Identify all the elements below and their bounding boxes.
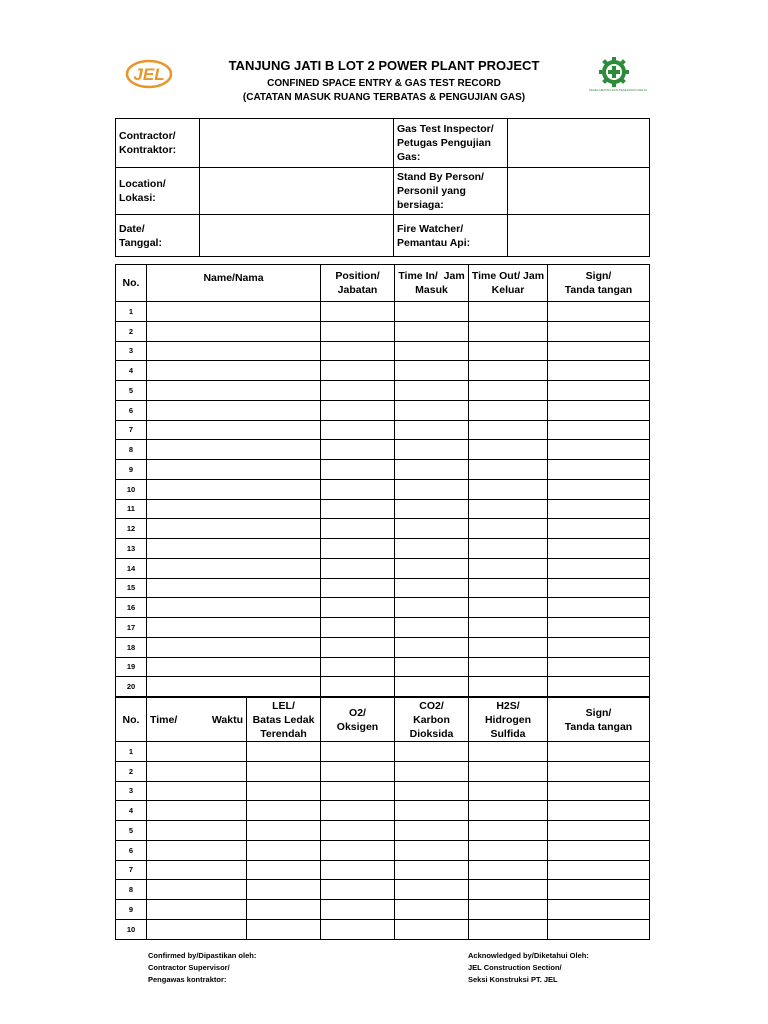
worker-row-number: 18 — [116, 637, 147, 657]
gas-sign-cell[interactable] — [548, 742, 650, 762]
worker-time-out-cell[interactable] — [469, 677, 548, 697]
worker-time-out-cell[interactable] — [469, 460, 548, 480]
worker-time-out-cell[interactable] — [469, 479, 548, 499]
gas-time-cell[interactable] — [147, 840, 247, 860]
gas-row — [116, 900, 650, 920]
worker-row-number: 4 — [116, 361, 147, 381]
worker-name-cell[interactable] — [147, 420, 321, 440]
gas-time-cell[interactable] — [147, 801, 247, 821]
worker-position-cell[interactable] — [321, 677, 395, 697]
gas-sign-cell[interactable] — [548, 919, 650, 939]
gas-o2-cell[interactable] — [321, 840, 395, 860]
worker-sign-cell[interactable] — [548, 637, 650, 657]
worker-sign-cell[interactable] — [548, 420, 650, 440]
worker-name-cell[interactable] — [147, 321, 321, 341]
worker-row — [116, 440, 650, 460]
gas-lel-cell[interactable] — [247, 919, 321, 939]
gas-h2s-cell[interactable] — [469, 781, 548, 801]
worker-time-out-cell[interactable] — [469, 657, 548, 677]
worker-position-cell[interactable] — [321, 539, 395, 559]
worker-time-in-cell[interactable] — [395, 321, 469, 341]
gas-row — [116, 880, 650, 900]
col-header-position: Position/ Jabatan — [321, 265, 395, 302]
gas-sign-cell[interactable] — [548, 840, 650, 860]
worker-sign-cell[interactable] — [548, 321, 650, 341]
gas-co2-cell[interactable] — [395, 821, 469, 841]
worker-row-number: 20 — [116, 677, 147, 697]
gas-lel-cell[interactable] — [247, 801, 321, 821]
gas-row — [116, 821, 650, 841]
worker-row-number: 10 — [116, 479, 147, 499]
worker-row — [116, 539, 650, 559]
gas-row — [116, 761, 650, 781]
worker-time-in-cell[interactable] — [395, 460, 469, 480]
worker-time-in-cell[interactable] — [395, 618, 469, 638]
worker-row-number: 17 — [116, 618, 147, 638]
worker-time-out-cell[interactable] — [469, 499, 548, 519]
gas-inspector-field[interactable] — [508, 119, 650, 168]
worker-row — [116, 657, 650, 677]
standby-label: Stand By Person/ Personil yang bersiaga: — [394, 168, 508, 215]
worker-time-out-cell[interactable] — [469, 341, 548, 361]
worker-position-cell[interactable] — [321, 479, 395, 499]
worker-row-number: 15 — [116, 578, 147, 598]
worker-position-cell[interactable] — [321, 578, 395, 598]
gas-time-cell[interactable] — [147, 821, 247, 841]
worker-position-cell[interactable] — [321, 637, 395, 657]
worker-sign-cell[interactable] — [548, 578, 650, 598]
worker-time-in-cell[interactable] — [395, 302, 469, 322]
worker-position-cell[interactable] — [321, 381, 395, 401]
worker-row-number: 3 — [116, 341, 147, 361]
gas-sign-cell[interactable] — [548, 880, 650, 900]
worker-sign-cell[interactable] — [548, 460, 650, 480]
jel-logo — [124, 56, 174, 92]
worker-row — [116, 519, 650, 539]
col-header-time-in: Time In/ Jam Masuk — [395, 265, 469, 302]
col-header-no: No. — [116, 265, 147, 302]
worker-sign-cell[interactable] — [548, 558, 650, 578]
gas-o2-cell[interactable] — [321, 781, 395, 801]
worker-time-in-cell[interactable] — [395, 479, 469, 499]
worker-name-cell[interactable] — [147, 302, 321, 322]
date-field[interactable] — [200, 215, 394, 257]
gas-co2-cell[interactable] — [395, 860, 469, 880]
gas-lel-cell[interactable] — [247, 880, 321, 900]
worker-name-cell[interactable] — [147, 440, 321, 460]
worker-row — [116, 618, 650, 638]
gas-time-cell[interactable] — [147, 860, 247, 880]
worker-time-in-cell[interactable] — [395, 637, 469, 657]
subtitle-line-1: CONFINED SPACE ENTRY & GAS TEST RECORD — [267, 78, 501, 89]
worker-row-number: 2 — [116, 321, 147, 341]
worker-name-cell[interactable] — [147, 519, 321, 539]
gas-h2s-cell[interactable] — [469, 801, 548, 821]
worker-sign-cell[interactable] — [548, 440, 650, 460]
worker-row — [116, 499, 650, 519]
worker-sign-cell[interactable] — [548, 618, 650, 638]
gas-o2-cell[interactable] — [321, 761, 395, 781]
gas-lel-cell[interactable] — [247, 742, 321, 762]
worker-row — [116, 361, 650, 381]
worker-position-cell[interactable] — [321, 341, 395, 361]
gas-row — [116, 801, 650, 821]
worker-row-number: 16 — [116, 598, 147, 618]
gas-o2-cell[interactable] — [321, 919, 395, 939]
gas-time-cell[interactable] — [147, 742, 247, 762]
jel-logo-text: JEL — [133, 65, 165, 84]
worker-name-cell[interactable] — [147, 637, 321, 657]
worker-row — [116, 302, 650, 322]
document-title: TANJUNG JATI B LOT 2 POWER PLANT PROJECT — [228, 58, 540, 73]
gas-col-header-co2: CO2/ Karbon Dioksida — [395, 698, 469, 742]
worker-name-cell[interactable] — [147, 499, 321, 519]
worker-time-in-cell[interactable] — [395, 519, 469, 539]
worker-sign-cell[interactable] — [548, 657, 650, 677]
worker-row — [116, 321, 650, 341]
standby-field[interactable] — [508, 168, 650, 215]
gas-h2s-cell[interactable] — [469, 860, 548, 880]
worker-row — [116, 637, 650, 657]
worker-sign-cell[interactable] — [548, 598, 650, 618]
gas-h2s-cell[interactable] — [469, 840, 548, 860]
gas-col-header-no: No. — [116, 698, 147, 742]
gas-row — [116, 919, 650, 939]
worker-row-number: 11 — [116, 499, 147, 519]
worker-position-cell[interactable] — [321, 361, 395, 381]
worker-position-cell[interactable] — [321, 440, 395, 460]
gas-sign-cell[interactable] — [548, 860, 650, 880]
gas-sign-cell[interactable] — [548, 821, 650, 841]
gas-h2s-cell[interactable] — [469, 880, 548, 900]
gas-row-number: 1 — [116, 742, 147, 762]
worker-time-out-cell[interactable] — [469, 440, 548, 460]
gas-col-header-time: Time/ Waktu — [147, 698, 247, 742]
worker-time-in-cell[interactable] — [395, 657, 469, 677]
gas-row-number: 4 — [116, 801, 147, 821]
gas-time-cell[interactable] — [147, 880, 247, 900]
worker-row — [116, 578, 650, 598]
worker-row-number: 1 — [116, 302, 147, 322]
worker-position-cell[interactable] — [321, 302, 395, 322]
info-table — [115, 118, 650, 257]
worker-sign-cell[interactable] — [548, 479, 650, 499]
k3-logo-caption: KESELAMATAN DAN KESEHATAN KERJA — [589, 88, 647, 92]
gas-row-number: 2 — [116, 761, 147, 781]
gas-co2-cell[interactable] — [395, 900, 469, 920]
worker-sign-cell[interactable] — [548, 677, 650, 697]
worker-row-number: 14 — [116, 558, 147, 578]
worker-position-cell[interactable] — [321, 460, 395, 480]
worker-name-cell[interactable] — [147, 400, 321, 420]
worker-sign-cell[interactable] — [548, 539, 650, 559]
gas-o2-cell[interactable] — [321, 821, 395, 841]
contractor-field[interactable] — [200, 119, 394, 168]
gas-time-cell[interactable] — [147, 900, 247, 920]
worker-time-out-cell[interactable] — [469, 558, 548, 578]
worker-sign-cell[interactable] — [548, 341, 650, 361]
gas-sign-cell[interactable] — [548, 761, 650, 781]
worker-row-number: 13 — [116, 539, 147, 559]
gas-row-number: 10 — [116, 919, 147, 939]
worker-position-cell[interactable] — [321, 519, 395, 539]
worker-time-out-cell[interactable] — [469, 400, 548, 420]
worker-time-out-cell[interactable] — [469, 598, 548, 618]
gas-inspector-label: Gas Test Inspector/ Petugas Pengujian Gas: — [394, 119, 508, 168]
worker-name-cell[interactable] — [147, 460, 321, 480]
gas-co2-cell[interactable] — [395, 840, 469, 860]
worker-time-out-cell[interactable] — [469, 302, 548, 322]
gas-o2-cell[interactable] — [321, 742, 395, 762]
worker-time-out-cell[interactable] — [469, 637, 548, 657]
worker-time-in-cell[interactable] — [395, 558, 469, 578]
gas-test-table — [115, 697, 650, 940]
worker-row — [116, 479, 650, 499]
gas-row — [116, 840, 650, 860]
gas-lel-cell[interactable] — [247, 761, 321, 781]
document-subtitle — [184, 77, 584, 105]
worker-row — [116, 558, 650, 578]
gas-h2s-cell[interactable] — [469, 919, 548, 939]
gas-row-number: 8 — [116, 880, 147, 900]
worker-time-in-cell[interactable] — [395, 499, 469, 519]
gas-col-header-o2: O2/ Oksigen — [321, 698, 395, 742]
worker-name-cell[interactable] — [147, 598, 321, 618]
worker-name-cell[interactable] — [147, 618, 321, 638]
worker-time-in-cell[interactable] — [395, 578, 469, 598]
worker-position-cell[interactable] — [321, 558, 395, 578]
worker-name-cell[interactable] — [147, 381, 321, 401]
gas-h2s-cell[interactable] — [469, 761, 548, 781]
worker-row — [116, 341, 650, 361]
gas-lel-cell[interactable] — [247, 860, 321, 880]
worker-time-in-cell[interactable] — [395, 381, 469, 401]
worker-position-cell[interactable] — [321, 657, 395, 677]
worker-time-in-cell[interactable] — [395, 598, 469, 618]
worker-sign-cell[interactable] — [548, 361, 650, 381]
col-header-time-out: Time Out/ Jam Keluar — [469, 265, 548, 302]
gas-row-number: 5 — [116, 821, 147, 841]
worker-time-out-cell[interactable] — [469, 618, 548, 638]
gas-co2-cell[interactable] — [395, 919, 469, 939]
gas-lel-cell[interactable] — [247, 821, 321, 841]
subtitle-line-2: (CATATAN MASUK RUANG TERBATAS & PENGUJIAN GAS) — [242, 92, 526, 103]
gas-sign-cell[interactable] — [548, 781, 650, 801]
gas-row — [116, 781, 650, 801]
col-header-name: Name/Nama — [147, 265, 321, 302]
gas-row — [116, 742, 650, 762]
gas-col-header-sign: Sign/ Tanda tangan — [548, 698, 650, 742]
location-field[interactable] — [200, 168, 394, 215]
gas-lel-cell[interactable] — [247, 900, 321, 920]
gas-h2s-cell[interactable] — [469, 742, 548, 762]
gas-h2s-cell[interactable] — [469, 900, 548, 920]
worker-time-out-cell[interactable] — [469, 420, 548, 440]
gas-co2-cell[interactable] — [395, 781, 469, 801]
gas-col-header-lel: LEL/ Batas Ledak Terendah — [247, 698, 321, 742]
gas-time-cell[interactable] — [147, 919, 247, 939]
worker-time-out-cell[interactable] — [469, 361, 548, 381]
gas-lel-cell[interactable] — [247, 781, 321, 801]
worker-time-out-cell[interactable] — [469, 539, 548, 559]
worker-row — [116, 400, 650, 420]
date-label: Date/ Tanggal: — [116, 215, 200, 257]
worker-row — [116, 460, 650, 480]
worker-row-number: 6 — [116, 400, 147, 420]
worker-row — [116, 381, 650, 401]
gas-row-number: 9 — [116, 900, 147, 920]
worker-name-cell[interactable] — [147, 361, 321, 381]
worker-position-cell[interactable] — [321, 400, 395, 420]
worker-time-in-cell[interactable] — [395, 440, 469, 460]
worker-name-cell[interactable] — [147, 677, 321, 697]
gas-sign-cell[interactable] — [548, 900, 650, 920]
worker-row-number: 12 — [116, 519, 147, 539]
contractor-label: Contractor/ Kontraktor: — [116, 119, 200, 168]
gas-lel-cell[interactable] — [247, 840, 321, 860]
gas-co2-cell[interactable] — [395, 880, 469, 900]
worker-name-cell[interactable] — [147, 657, 321, 677]
gas-o2-cell[interactable] — [321, 801, 395, 821]
worker-time-out-cell[interactable] — [469, 321, 548, 341]
worker-position-cell[interactable] — [321, 499, 395, 519]
worker-name-cell[interactable] — [147, 341, 321, 361]
worker-time-out-cell[interactable] — [469, 578, 548, 598]
worker-sign-cell[interactable] — [548, 499, 650, 519]
worker-time-in-cell[interactable] — [395, 400, 469, 420]
workers-table — [115, 264, 650, 697]
fire-watcher-field[interactable] — [508, 215, 650, 257]
col-header-sign: Sign/ Tanda tangan — [548, 265, 650, 302]
worker-position-cell[interactable] — [321, 321, 395, 341]
worker-row-number: 5 — [116, 381, 147, 401]
gas-time-cell[interactable] — [147, 781, 247, 801]
gas-time-cell[interactable] — [147, 761, 247, 781]
worker-time-in-cell[interactable] — [395, 361, 469, 381]
gas-o2-cell[interactable] — [321, 900, 395, 920]
location-label: Location/ Lokasi: — [116, 168, 200, 215]
worker-row-number: 7 — [116, 420, 147, 440]
worker-name-cell[interactable] — [147, 539, 321, 559]
worker-time-in-cell[interactable] — [395, 341, 469, 361]
worker-name-cell[interactable] — [147, 558, 321, 578]
worker-time-in-cell[interactable] — [395, 677, 469, 697]
worker-time-out-cell[interactable] — [469, 519, 548, 539]
worker-sign-cell[interactable] — [548, 400, 650, 420]
worker-time-in-cell[interactable] — [395, 420, 469, 440]
worker-position-cell[interactable] — [321, 598, 395, 618]
worker-row — [116, 598, 650, 618]
worker-position-cell[interactable] — [321, 420, 395, 440]
worker-sign-cell[interactable] — [548, 302, 650, 322]
gas-row — [116, 860, 650, 880]
fire-watcher-label: Fire Watcher/ Pemantau Api: — [394, 215, 508, 257]
gas-o2-cell[interactable] — [321, 880, 395, 900]
worker-name-cell[interactable] — [147, 578, 321, 598]
gas-co2-cell[interactable] — [395, 801, 469, 821]
gas-o2-cell[interactable] — [321, 860, 395, 880]
gas-col-header-h2s: H2S/ Hidrogen Sulfida — [469, 698, 548, 742]
worker-row-number: 9 — [116, 460, 147, 480]
worker-time-in-cell[interactable] — [395, 539, 469, 559]
worker-time-out-cell[interactable] — [469, 381, 548, 401]
gas-sign-cell[interactable] — [548, 801, 650, 821]
gas-h2s-cell[interactable] — [469, 821, 548, 841]
worker-row — [116, 677, 650, 697]
gas-co2-cell[interactable] — [395, 742, 469, 762]
footer-confirmed-by: Confirmed by/Dipastikan oleh: Contractor Supervisor/ Pengawas kontraktor: — [148, 951, 257, 984]
worker-name-cell[interactable] — [147, 479, 321, 499]
worker-row-number: 19 — [116, 657, 147, 677]
gas-row-number: 3 — [116, 781, 147, 801]
worker-row-number: 8 — [116, 440, 147, 460]
gas-co2-cell[interactable] — [395, 761, 469, 781]
gas-row-number: 7 — [116, 860, 147, 880]
worker-row — [116, 420, 650, 440]
worker-sign-cell[interactable] — [548, 381, 650, 401]
gas-row-number: 6 — [116, 840, 147, 860]
footer-acknowledged-by: Acknowledged by/Diketahui Oleh: JEL Construction Section/ Seksi Konstruksi PT. JEL — [468, 951, 589, 984]
worker-position-cell[interactable] — [321, 618, 395, 638]
worker-sign-cell[interactable] — [548, 519, 650, 539]
